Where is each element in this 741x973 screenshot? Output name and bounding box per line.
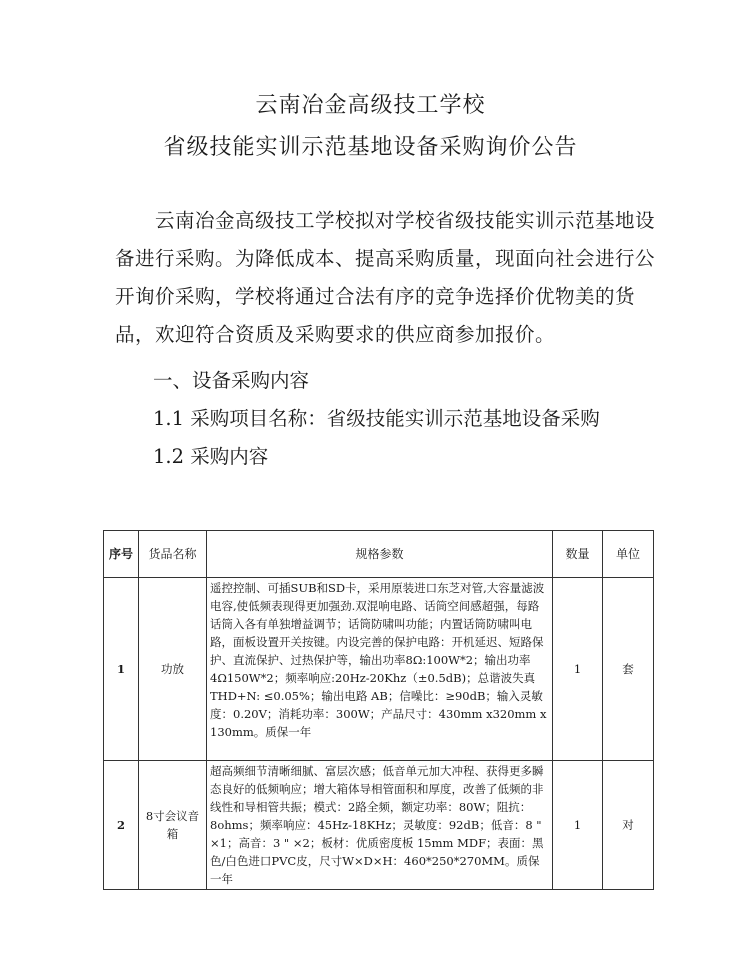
intro-paragraph bbox=[115, 202, 655, 354]
header-seq: 序号 bbox=[104, 531, 139, 578]
section-procurement-content: 1.2 采购内容 bbox=[153, 445, 269, 468]
row-unit: 套 bbox=[603, 578, 654, 761]
table-row bbox=[104, 761, 654, 890]
document-title-line1: 云南冶金高级技工学校 bbox=[255, 93, 486, 118]
section-heading-equipment: 一、设备采购内容 bbox=[153, 369, 310, 392]
document-title-line2: 省级技能实训示范基地设备采购询价公告 bbox=[163, 135, 578, 160]
header-unit: 单位 bbox=[603, 531, 654, 578]
row-spec: 遥控控制、可插SUB和SD卡，采用原装进口东芝对管,大容量滤波电容,使低频表现得更加强劲.双混响电路、话筒空间感超强，每路话筒入各有单独增益调节；话筒防啸叫功能；内置话筒防啸叫电路，面板设置开关按键。内设完善的保护电路：开机延迟、短路保护、直流保护、过热保护等，输出功率8Ω:100W*2；输出功率4Ω150W*2；频率响应:20Hz-20Khz（±0.5dB)；总谐波失真 THD+N: ≤0.05%；输出电路 AB；信噪比：≥90dB；输入灵敏度：0.20V；消耗功率：300W；产品尺寸：430mm x320mm x 130mm。质保一年 bbox=[207, 578, 553, 761]
intro-text: 云南冶金高级技工学校拟对学校省级技能实训示范基地设备进行采购。为降低成本、提高采购质量，现面向社会进行公开询价采购，学校将通过合法有序的竞争选择价优物美的货品，欢迎符合资质及采购要求的供应商参加报价。 bbox=[115, 209, 656, 346]
procurement-table bbox=[103, 530, 654, 890]
section-project-name: 1.1 采购项目名称：省级技能实训示范基地设备采购 bbox=[153, 407, 600, 430]
row-seq: 2 bbox=[104, 761, 139, 890]
row-name: 8寸会议音箱 bbox=[139, 761, 207, 890]
row-unit: 对 bbox=[603, 761, 654, 890]
row-qty: 1 bbox=[553, 578, 603, 761]
header-qty: 数量 bbox=[553, 531, 603, 578]
header-name: 货品名称 bbox=[139, 531, 207, 578]
row-spec: 超高频细节清晰细腻、富层次感；低音单元加大冲程、获得更多瞬态良好的低频响应；增大箱体导相管面积和厚度，改善了低频的非线性和导相管共振；模式：2路全频，额定功率：80W；阻抗：8ohms；频率响应：45Hz-18KHz；灵敏度：92dB；低音：8 " ×1；高音：3 " ×2；板材：优质密度板 15mm MDF；表面：黑色/白色进口PVC皮，尺寸W×D×H：460*250*270MM。质保一年 bbox=[207, 761, 553, 890]
header-spec: 规格参数 bbox=[207, 531, 553, 578]
table-row bbox=[104, 578, 654, 761]
row-seq: 1 bbox=[104, 578, 139, 761]
table-header-row bbox=[104, 531, 654, 578]
row-name: 功放 bbox=[139, 578, 207, 761]
row-qty: 1 bbox=[553, 761, 603, 890]
